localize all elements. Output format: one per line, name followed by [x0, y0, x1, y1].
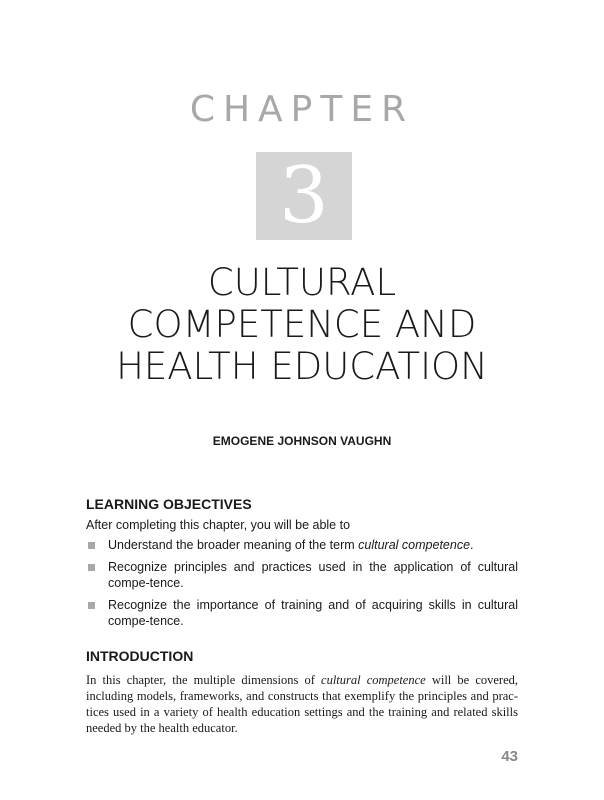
page-number: 43 — [501, 748, 518, 765]
objective-item — [86, 559, 518, 591]
introduction-heading: INTRODUCTION — [86, 648, 194, 664]
objective-text: Recognize the importance of training and of acquiring skills in cultural compe-tence. — [108, 598, 518, 628]
objective-emphasis: cultural competence — [358, 538, 471, 552]
objectives-list — [86, 537, 518, 635]
objective-text: Understand the broader meaning of the term — [108, 538, 359, 552]
square-bullet-icon — [88, 542, 95, 549]
chapter-number-box — [256, 152, 352, 240]
chapter-title-line: COMPETENCE AND — [127, 303, 477, 346]
intro-text-end: will be covered, including models, frameworks, and constructs that exemplify the principles and prac-tices used in a variety of health education settings and the training and related skills needed by the health educator. — [86, 673, 519, 735]
intro-emphasis: cultural competence — [321, 673, 426, 687]
objectives-intro: After completing this chapter, you will be able to — [86, 518, 351, 532]
chapter-title — [0, 262, 604, 388]
square-bullet-icon — [88, 602, 95, 609]
chapter-label: CHAPTER — [189, 89, 415, 130]
chapter-number: 3 — [279, 151, 329, 241]
author-name: EMOGENE JOHNSON VAUGHN — [212, 434, 392, 448]
learning-objectives-heading: LEARNING OBJECTIVES — [86, 496, 252, 512]
objective-item — [86, 537, 518, 553]
introduction-paragraph — [86, 672, 518, 736]
objective-text-end: . — [470, 538, 474, 552]
objective-text: Recognize principles and practices used in the application of cultural compe-tence. — [108, 560, 518, 590]
intro-text: In this chapter, the multiple dimensions of — [86, 673, 322, 687]
chapter-title-line: HEALTH EDUCATION — [116, 345, 488, 388]
objective-item — [86, 597, 518, 629]
chapter-title-line: CULTURAL — [207, 261, 397, 304]
square-bullet-icon — [88, 564, 95, 571]
